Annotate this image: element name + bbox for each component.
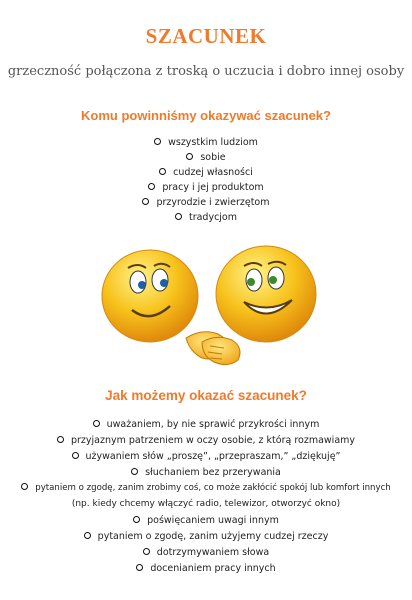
list-item: wszystkim ludziom <box>0 138 412 153</box>
section-heading-how: Jak możemy okazać szacunek? <box>105 388 307 403</box>
how-list <box>0 420 412 580</box>
two-smiley-faces-shaking-hands-icon <box>98 242 324 382</box>
bullet-icon <box>131 468 138 475</box>
who-list <box>0 138 412 228</box>
bullet-icon <box>143 548 150 555</box>
handshake-icon <box>186 332 240 365</box>
bullet-icon <box>159 168 166 175</box>
list-item: tradycjom <box>0 213 412 228</box>
list-item-continuation: (np. kiedy chcemy włączyć radio, telewizor, otworzyć okno) <box>71 499 341 509</box>
list-item: pytaniem o zgodę, zanim zrobimy coś, co może zakłócić spokój lub komfort innych <box>0 484 412 500</box>
bullet-icon <box>93 420 100 427</box>
list-item: przyjaznym patrzeniem w oczy osobie, z którą rozmawiamy <box>0 436 412 452</box>
right-smiley-icon <box>216 246 316 342</box>
page-title: SZACUNEK <box>145 24 267 48</box>
list-item: słuchaniem bez przerywania <box>0 468 412 484</box>
list-item: poświęcaniem uwagi innym <box>0 516 412 532</box>
bullet-icon <box>57 436 64 443</box>
bullet-icon <box>133 516 140 523</box>
list-item: pytaniem o zgodę, zanim użyjemy cudzej rzeczy <box>0 532 412 548</box>
list-item: przyrodzie i zwierzętom <box>0 198 412 213</box>
left-smiley-icon <box>102 250 198 342</box>
list-item: sobie <box>0 153 412 168</box>
list-item: cudzej własności <box>0 168 412 183</box>
bullet-icon <box>84 532 91 539</box>
section-heading-who: Komu powinniśmy okazywać szacunek? <box>81 108 331 123</box>
list-item: docenianiem pracy innych <box>0 564 412 580</box>
bullet-icon <box>148 183 155 190</box>
bullet-icon <box>154 138 161 145</box>
list-item: dotrzymywaniem słowa <box>0 548 412 564</box>
bullet-icon <box>136 564 143 571</box>
bullet-icon <box>186 153 193 160</box>
list-item: uważaniem, by nie sprawić przykrości innym <box>0 420 412 436</box>
bullet-icon <box>142 198 149 205</box>
list-item: używaniem słów „proszę”, „przepraszam,” „dziękuję” <box>0 452 412 468</box>
bullet-icon <box>21 483 28 490</box>
list-item: pracy i jej produktom <box>0 183 412 198</box>
page-subtitle: grzeczność połączona z troską o uczucia i dobro innej osoby <box>7 64 405 79</box>
bullet-icon <box>175 213 182 220</box>
bullet-icon <box>72 452 79 459</box>
